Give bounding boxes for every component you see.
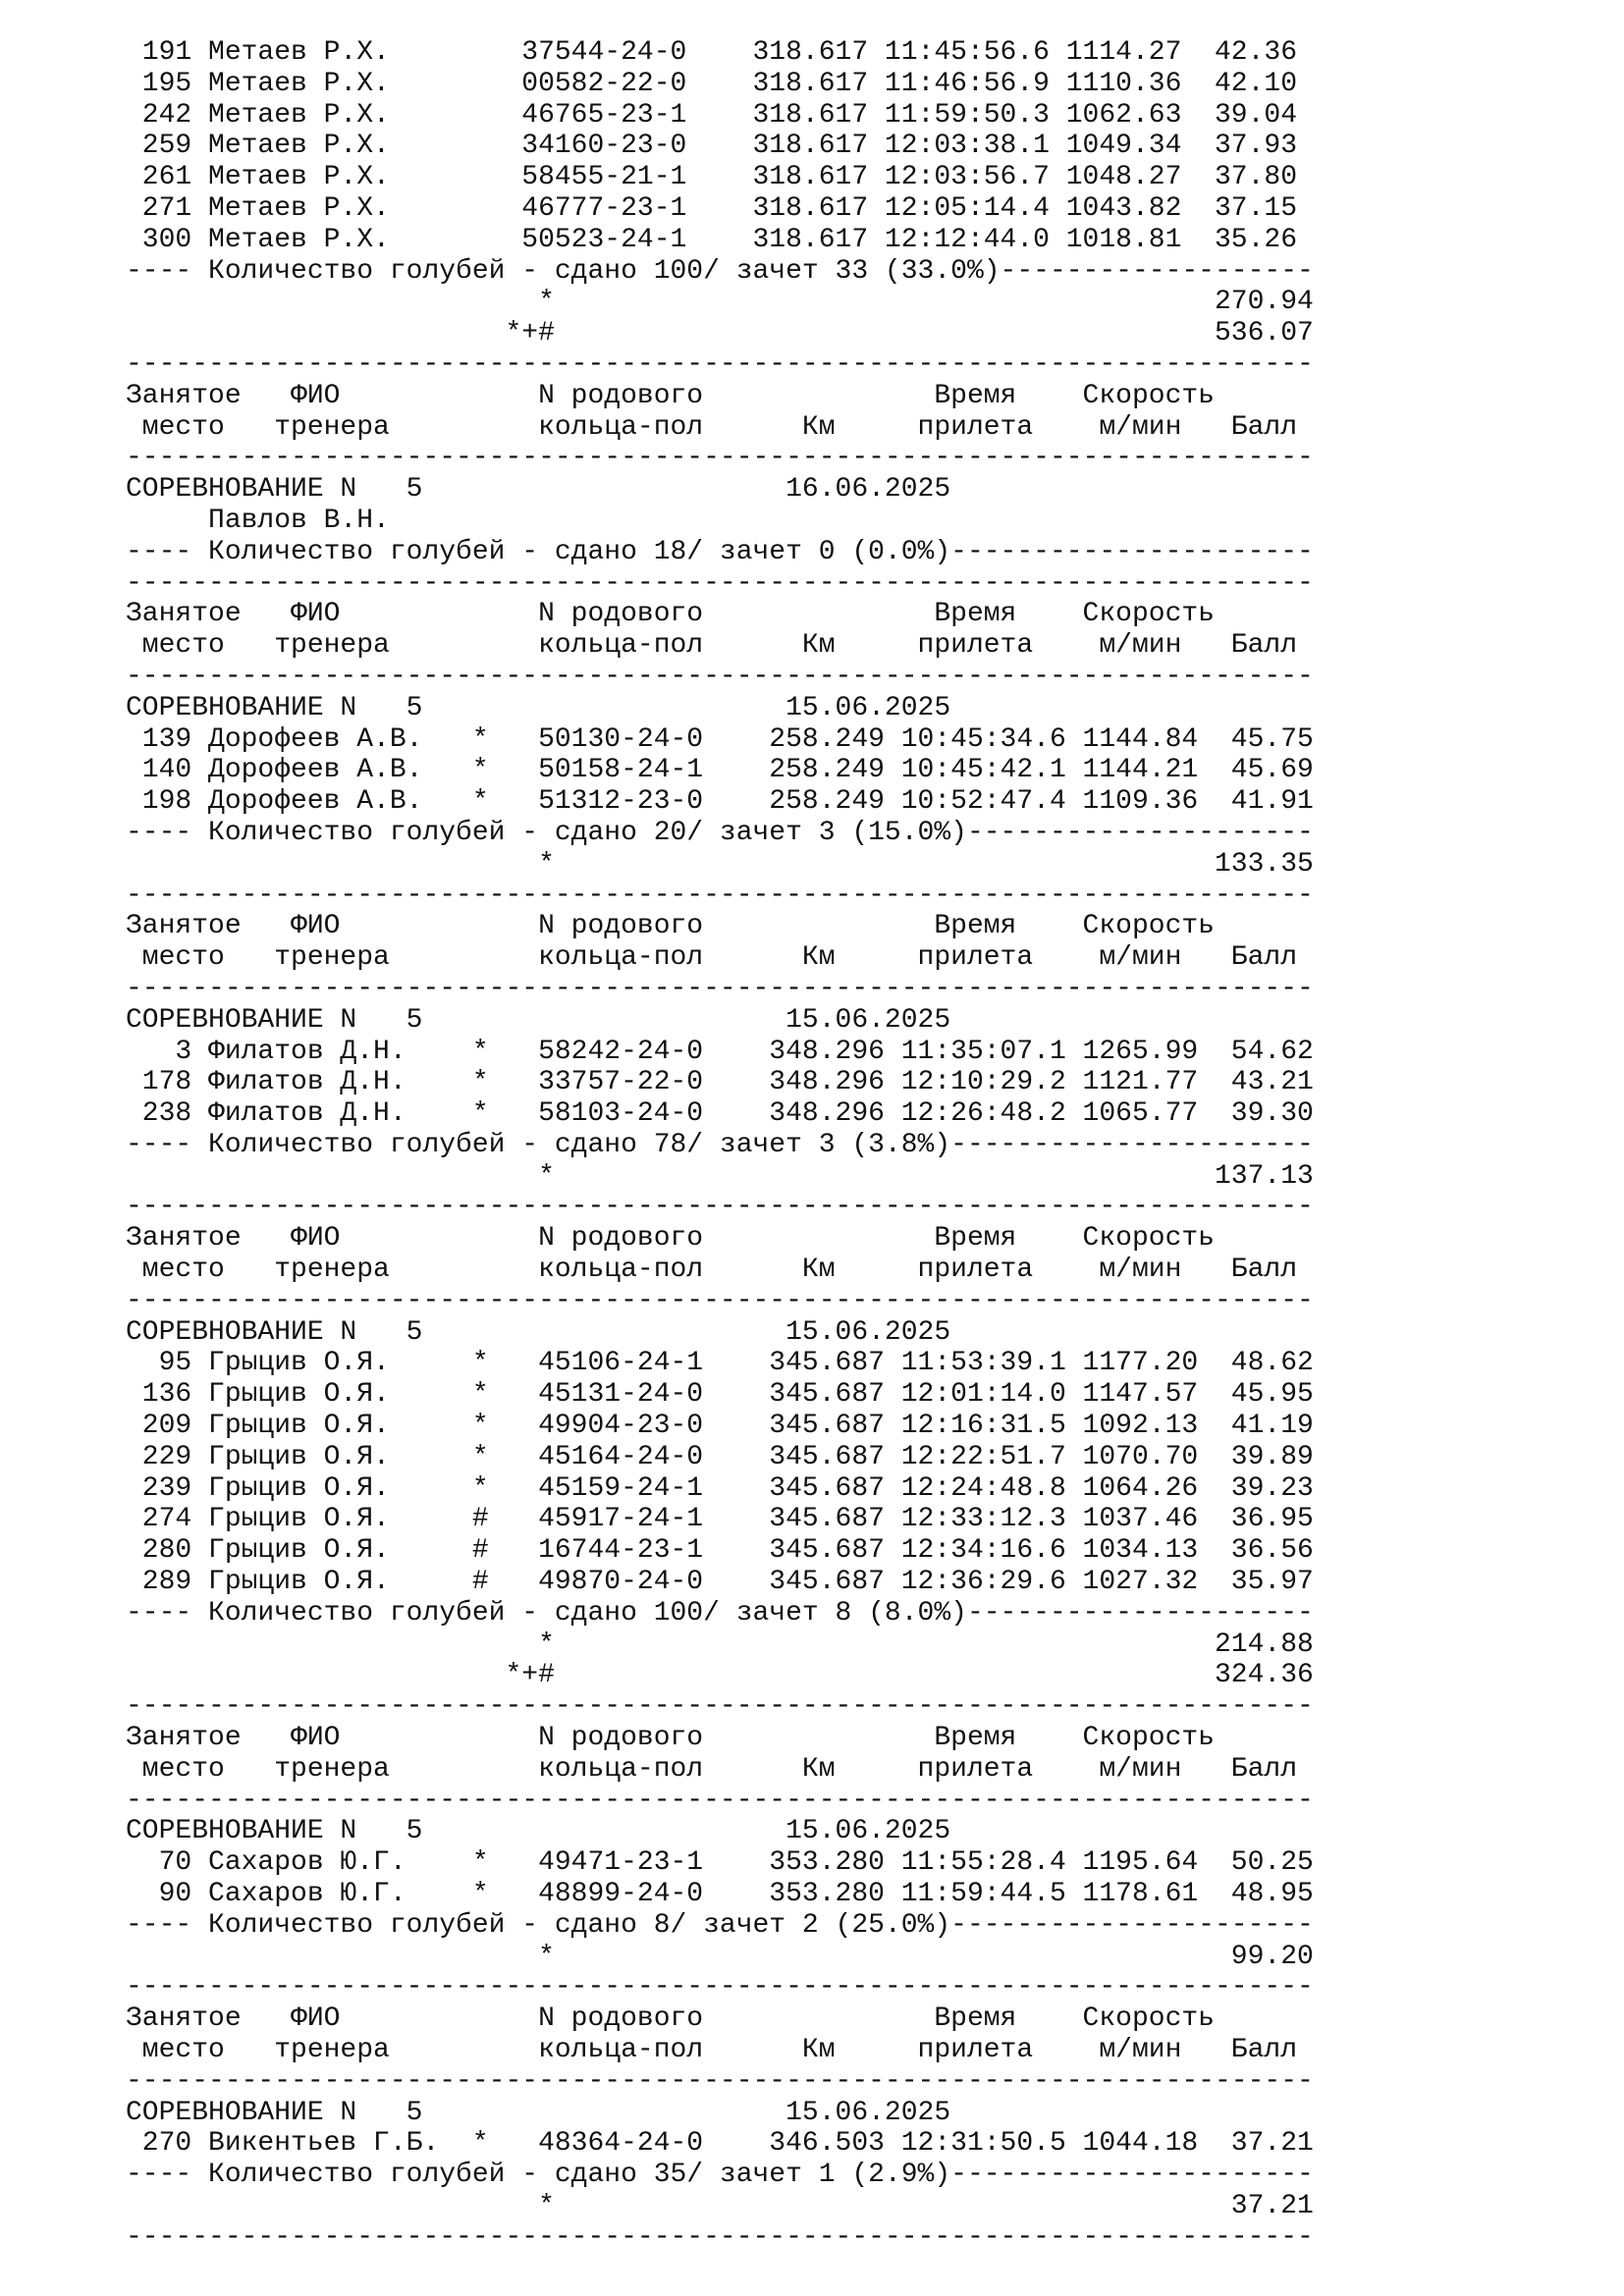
result-row: 198 Дорофеев А.В. * 51312-23-0 258.249 10:52:47.4 1109.36 41.91	[126, 786, 1314, 818]
divider-line: ------------------------------------------------------------------------	[126, 443, 1314, 474]
result-row: 300 Метаев Р.Х. 50523-24-1 318.617 12:12:44.0 1018.81 35.26	[126, 224, 1297, 255]
divider-line: ------------------------------------------------------------------------	[126, 567, 1314, 599]
result-row: 280 Грыцив О.Я. # 16744-23-1 345.687 12:34:16.6 1034.13 36.56	[126, 1535, 1314, 1567]
divider-line: ------------------------------------------------------------------------	[126, 1192, 1314, 1223]
result-row: 259 Метаев Р.Х. 34160-23-0 318.617 12:03:38.1 1049.34 37.93	[126, 131, 1297, 162]
competition-header: СОРЕВНОВАНИЕ N 5 15.06.2025	[126, 2097, 951, 2128]
result-row: 136 Грыцив О.Я. * 45131-24-0 345.687 12:01:14.0 1147.57 45.95	[126, 1379, 1314, 1411]
total-line: *+# 324.36	[126, 1660, 1314, 1691]
column-header: место тренера кольца-пол Км прилета м/мин Балл	[126, 630, 1297, 662]
result-row: 140 Дорофеев А.В. * 50158-24-1 258.249 10:45:42.1 1144.21 45.69	[126, 755, 1314, 786]
result-row: 270 Викентьев Г.Б. * 48364-24-0 346.503 12:31:50.5 1044.18 37.21	[126, 2128, 1314, 2160]
column-header: Занятое ФИО N родового Время Скорость	[126, 1723, 1215, 1754]
result-row: 274 Грыцив О.Я. # 45917-24-1 345.687 12:33:12.3 1037.46 36.95	[126, 1504, 1314, 1535]
result-row: 271 Метаев Р.Х. 46777-23-1 318.617 12:05:14.4 1043.82 37.15	[126, 192, 1297, 224]
results-report	[126, 37, 1314, 2254]
divider-line: ------------------------------------------------------------------------	[126, 973, 1314, 1004]
total-line: * 137.13	[126, 1160, 1314, 1192]
summary-line: ---- Количество голубей - сдано 18/ зачет 0 (0.0%)----------------------	[126, 536, 1314, 567]
column-header: Занятое ФИО N родового Время Скорость	[126, 380, 1215, 411]
summary-line: ---- Количество голубей - сдано 20/ зачет 3 (15.0%)---------------------	[126, 817, 1314, 848]
summary-line: ---- Количество голубей - сдано 100/ зачет 8 (8.0%)---------------------	[126, 1597, 1314, 1629]
result-row: 70 Сахаров Ю.Г. * 49471-23-1 353.280 11:55:28.4 1195.64 50.25	[126, 1847, 1314, 1879]
total-line: * 99.20	[126, 1941, 1314, 1972]
result-row: 289 Грыцив О.Я. # 49870-24-0 345.687 12:36:29.6 1027.32 35.97	[126, 1567, 1314, 1598]
result-row: 3 Филатов Д.Н. * 58242-24-0 348.296 11:35:07.1 1265.99 54.62	[126, 1036, 1314, 1067]
column-header: Занятое ФИО N родового Время Скорость	[126, 1223, 1215, 1255]
result-row: 242 Метаев Р.Х. 46765-23-1 318.617 11:59:50.3 1062.63 39.04	[126, 99, 1297, 131]
competition-header: СОРЕВНОВАНИЕ N 5 15.06.2025	[126, 1816, 951, 1847]
result-row: 95 Грыцив О.Я. * 45106-24-1 345.687 11:53:39.1 1177.20 48.62	[126, 1348, 1314, 1379]
divider-line: ------------------------------------------------------------------------	[126, 2065, 1314, 2097]
competition-header: СОРЕВНОВАНИЕ N 5 15.06.2025	[126, 1004, 951, 1036]
divider-line: ------------------------------------------------------------------------	[126, 661, 1314, 692]
total-line: * 37.21	[126, 2190, 1314, 2221]
summary-line: ---- Количество голубей - сдано 78/ зачет 3 (3.8%)----------------------	[126, 1129, 1314, 1160]
total-line: * 270.94	[126, 287, 1314, 318]
column-header: Занятое ФИО N родового Время Скорость	[126, 599, 1215, 630]
column-header: место тренера кольца-пол Км прилета м/мин Балл	[126, 2035, 1297, 2065]
result-row: 178 Филатов Д.Н. * 33757-22-0 348.296 12:10:29.2 1121.77 43.21	[126, 1067, 1314, 1098]
divider-line: ------------------------------------------------------------------------	[126, 1785, 1314, 1816]
result-row: 195 Метаев Р.Х. 00582-22-0 318.617 11:46:56.9 1110.36 42.10	[126, 68, 1297, 99]
column-header: Занятое ФИО N родового Время Скорость	[126, 911, 1215, 942]
divider-line: ------------------------------------------------------------------------	[126, 1691, 1314, 1723]
competition-header: СОРЕВНОВАНИЕ N 5 15.06.2025	[126, 1316, 951, 1348]
result-row: 229 Грыцив О.Я. * 45164-24-0 345.687 12:22:51.7 1070.70 39.89	[126, 1441, 1314, 1472]
column-header: Занятое ФИО N родового Время Скорость	[126, 2003, 1215, 2035]
result-row: 239 Грыцив О.Я. * 45159-24-1 345.687 12:24:48.8 1064.26 39.23	[126, 1472, 1314, 1504]
total-line: *+# 536.07	[126, 318, 1314, 349]
competition-header: СОРЕВНОВАНИЕ N 5 16.06.2025	[126, 474, 951, 506]
divider-line: ------------------------------------------------------------------------	[126, 2221, 1314, 2253]
result-row: 90 Сахаров Ю.Г. * 48899-24-0 353.280 11:59:44.5 1178.61 48.95	[126, 1879, 1314, 1910]
total-line: * 214.88	[126, 1629, 1314, 1660]
column-header: место тренера кольца-пол Км прилета м/мин Балл	[126, 1753, 1297, 1785]
summary-line: ---- Количество голубей - сдано 8/ зачет 2 (25.0%)----------------------	[126, 1909, 1314, 1941]
column-header: место тренера кольца-пол Км прилета м/мин Балл	[126, 1255, 1297, 1286]
divider-line: ------------------------------------------------------------------------	[126, 1972, 1314, 2003]
column-header: место тренера кольца-пол Км прилета м/мин Балл	[126, 411, 1297, 443]
divider-line: ------------------------------------------------------------------------	[126, 1285, 1314, 1316]
divider-line: ------------------------------------------------------------------------	[126, 880, 1314, 911]
total-line: * 133.35	[126, 848, 1314, 880]
result-row: 191 Метаев Р.Х. 37544-24-0 318.617 11:45:56.6 1114.27 42.36	[126, 37, 1297, 68]
report-line: Павлов В.Н.	[126, 505, 390, 536]
divider-line: ------------------------------------------------------------------------	[126, 348, 1314, 380]
result-row: 261 Метаев Р.Х. 58455-21-1 318.617 12:03:56.7 1048.27 37.80	[126, 162, 1297, 193]
summary-line: ---- Количество голубей - сдано 35/ зачет 1 (2.9%)----------------------	[126, 2160, 1314, 2191]
result-row: 238 Филатов Д.Н. * 58103-24-0 348.296 12:26:48.2 1065.77 39.30	[126, 1098, 1314, 1130]
competition-header: СОРЕВНОВАНИЕ N 5 15.06.2025	[126, 692, 951, 723]
column-header: место тренера кольца-пол Км прилета м/мин Балл	[126, 942, 1297, 974]
result-row: 139 Дорофеев А.В. * 50130-24-0 258.249 10:45:34.6 1144.84 45.75	[126, 723, 1314, 755]
result-row: 209 Грыцив О.Я. * 49904-23-0 345.687 12:16:31.5 1092.13 41.19	[126, 1411, 1314, 1442]
summary-line: ---- Количество голубей - сдано 100/ зачет 33 (33.0%)-------------------	[126, 255, 1314, 287]
